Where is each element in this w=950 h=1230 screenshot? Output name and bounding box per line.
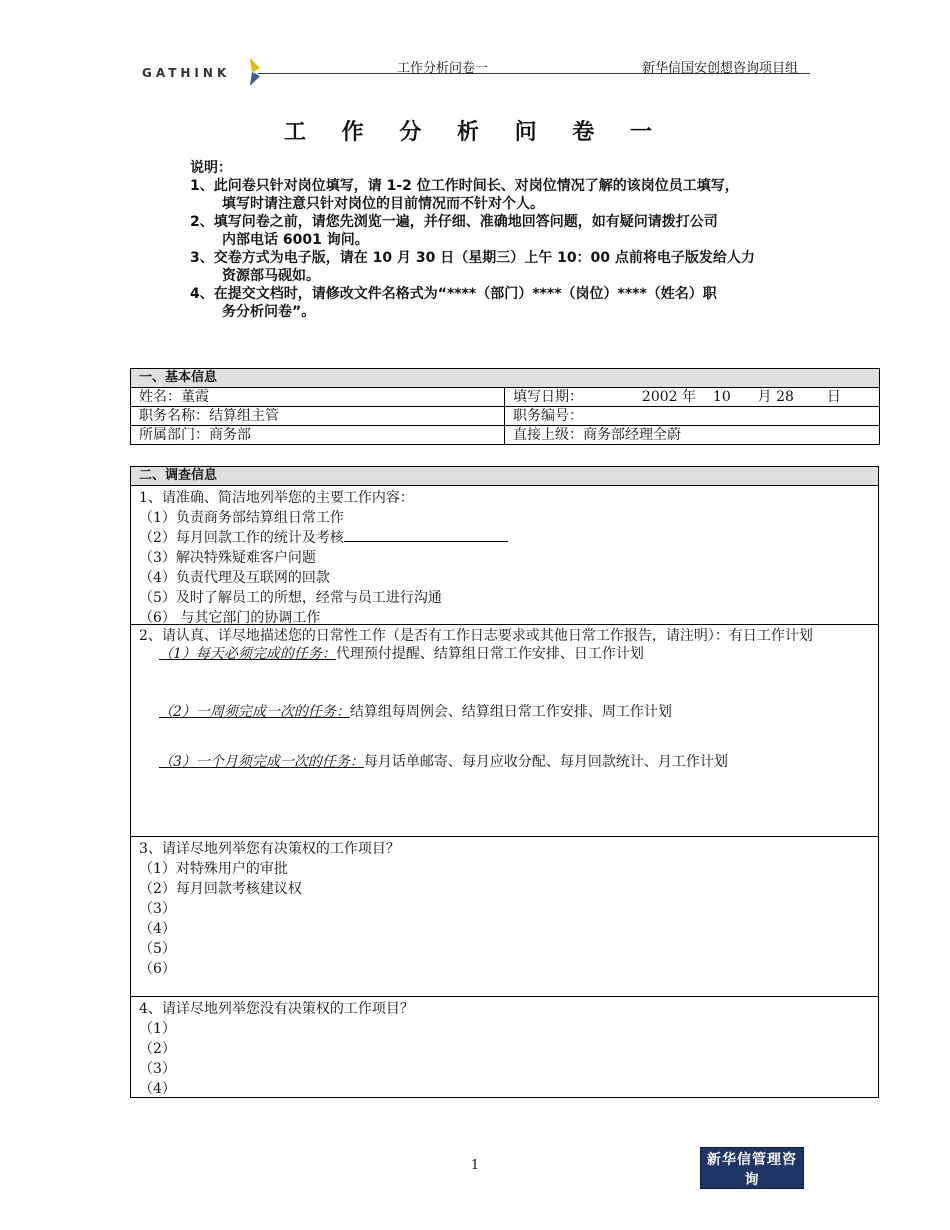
list-item: （4） xyxy=(139,1081,176,1097)
note-line: 3、交卷方式为电子版，请在 10 月 30 日（星期三）上午 10：00 点前将电子版发给人力 xyxy=(190,250,755,266)
note-item xyxy=(190,249,830,285)
question-1 xyxy=(131,486,878,625)
question-text: 2、请认真、详尽地描述您的日常性工作（是否有工作日志要求或其他日常工作报告，请注明）：有日工作计划 xyxy=(139,628,813,644)
note-line: 4、在提交文档时，请修改文件名格式为“****（部门）****（岗位）****（姓名）职 xyxy=(190,286,717,302)
list-item: （2）每月回款工作的统计及考核 xyxy=(139,528,870,548)
list-item: （5） xyxy=(139,941,176,957)
date-month: 10 xyxy=(712,389,731,405)
list-item: （5）及时了解员工的所想，经常与员工进行沟通 xyxy=(139,590,442,606)
date-cell xyxy=(505,388,880,407)
question-text: 3、请详尽地列举您有决策权的工作项目？ xyxy=(139,841,400,857)
monthly-task-value: 每月话单邮寄、每月应收分配、每月回款统计、月工作计划 xyxy=(363,754,728,770)
question-text: 1、请准确、简洁地列举您的主要工作内容： xyxy=(139,490,414,506)
document-title: 工 作 分 析 问 卷 一 xyxy=(284,119,666,145)
instructions xyxy=(190,159,830,321)
list-item: （4） xyxy=(139,921,176,937)
weekly-task-value: 结算组每周例会、结算组日常工作安排、周工作计划 xyxy=(349,704,672,720)
note-line: 2、填写问卷之前，请您先浏览一遍，并仔细、准确地回答问题，如有疑问请拨打公司 xyxy=(190,214,718,230)
date-day: 月 28 xyxy=(757,389,794,405)
survey-section xyxy=(130,466,879,1098)
instructions-heading: 说明： xyxy=(190,160,232,176)
weekly-task xyxy=(139,703,870,721)
note-line: 1、此问卷只针对岗位填写，请 1-2 位工作时间长、对岗位情况了解的该岗位员工填写， xyxy=(190,178,739,194)
question-text: 4、请详尽地列举您没有决策权的工作项目？ xyxy=(139,1001,414,1017)
logo-cn-text: 新华信管理咨询 xyxy=(707,1152,797,1188)
date-label: 填写日期： xyxy=(513,389,583,405)
list-item: （2）每月回款考核建议权 xyxy=(139,881,302,897)
daily-task-label: （1）每天必须完成的任务： xyxy=(159,646,336,662)
note-item xyxy=(190,285,830,321)
basic-info-table xyxy=(130,368,880,445)
note-line: 资源部马砚如。 xyxy=(222,268,320,284)
note-line: 填写时请注意只针对岗位的目前情况而不针对个人。 xyxy=(222,196,544,212)
list-item: （4）负责代理及互联网的回款 xyxy=(139,570,330,586)
daily-task xyxy=(139,645,870,663)
note-line: 务分析问卷”。 xyxy=(222,304,316,320)
note-line: 内部电话 6001 询问。 xyxy=(222,232,369,248)
list-item: （1）负责商务部结算组日常工作 xyxy=(139,510,344,526)
superior-cell: 直接上级：商务部经理全蔚 xyxy=(505,426,880,445)
position-cell: 职务名称：结算组主管 xyxy=(131,407,505,426)
header-center-title: 工作分析问卷一 xyxy=(397,61,489,76)
list-item: （1） xyxy=(139,1021,176,1037)
department-cell: 所属部门：商务部 xyxy=(131,426,505,445)
date-day-unit: 日 xyxy=(826,389,841,405)
name-cell: 姓名：董霞 xyxy=(131,388,505,407)
header-divider xyxy=(258,73,810,74)
basic-info-heading: 一、基本信息 xyxy=(131,369,880,388)
survey-heading: 二、调查信息 xyxy=(131,467,878,486)
list-item: （3）解决特殊疑难客户问题 xyxy=(139,550,316,566)
list-item: （1）对特殊用户的审批 xyxy=(139,861,288,877)
logo-arrow-icon xyxy=(250,58,264,86)
monthly-task xyxy=(139,753,870,771)
list-item: （3） xyxy=(139,1061,176,1077)
header-right-title: 新华信国安创想咨询项目组 xyxy=(642,61,799,76)
question-2 xyxy=(131,625,878,837)
note-item xyxy=(190,213,830,249)
list-item: （6） 与其它部门的协调工作 xyxy=(139,610,321,626)
daily-task-value: 代理预付提醒、结算组日常工作安排、日工作计划 xyxy=(335,646,644,662)
question-4 xyxy=(131,997,878,1097)
date-year: 2002 年 xyxy=(641,389,696,405)
note-item xyxy=(190,177,830,213)
list-item: （6） xyxy=(139,961,176,977)
list-item: （2） xyxy=(139,1041,176,1057)
position-no-cell: 职务编号： xyxy=(505,407,880,426)
page-number: 1 xyxy=(470,1158,480,1173)
question-3 xyxy=(131,837,878,997)
weekly-task-label: （2）一周须完成一次的任务： xyxy=(159,704,350,720)
blank-underline xyxy=(344,529,508,542)
logo-text: GATHINK xyxy=(142,66,231,80)
logo-en-text: SINOTRUST xyxy=(710,1191,794,1202)
monthly-task-label: （3）一个月须完成一次的任务： xyxy=(159,754,364,770)
list-item: （3） xyxy=(139,901,176,917)
company-logo xyxy=(700,1147,804,1202)
